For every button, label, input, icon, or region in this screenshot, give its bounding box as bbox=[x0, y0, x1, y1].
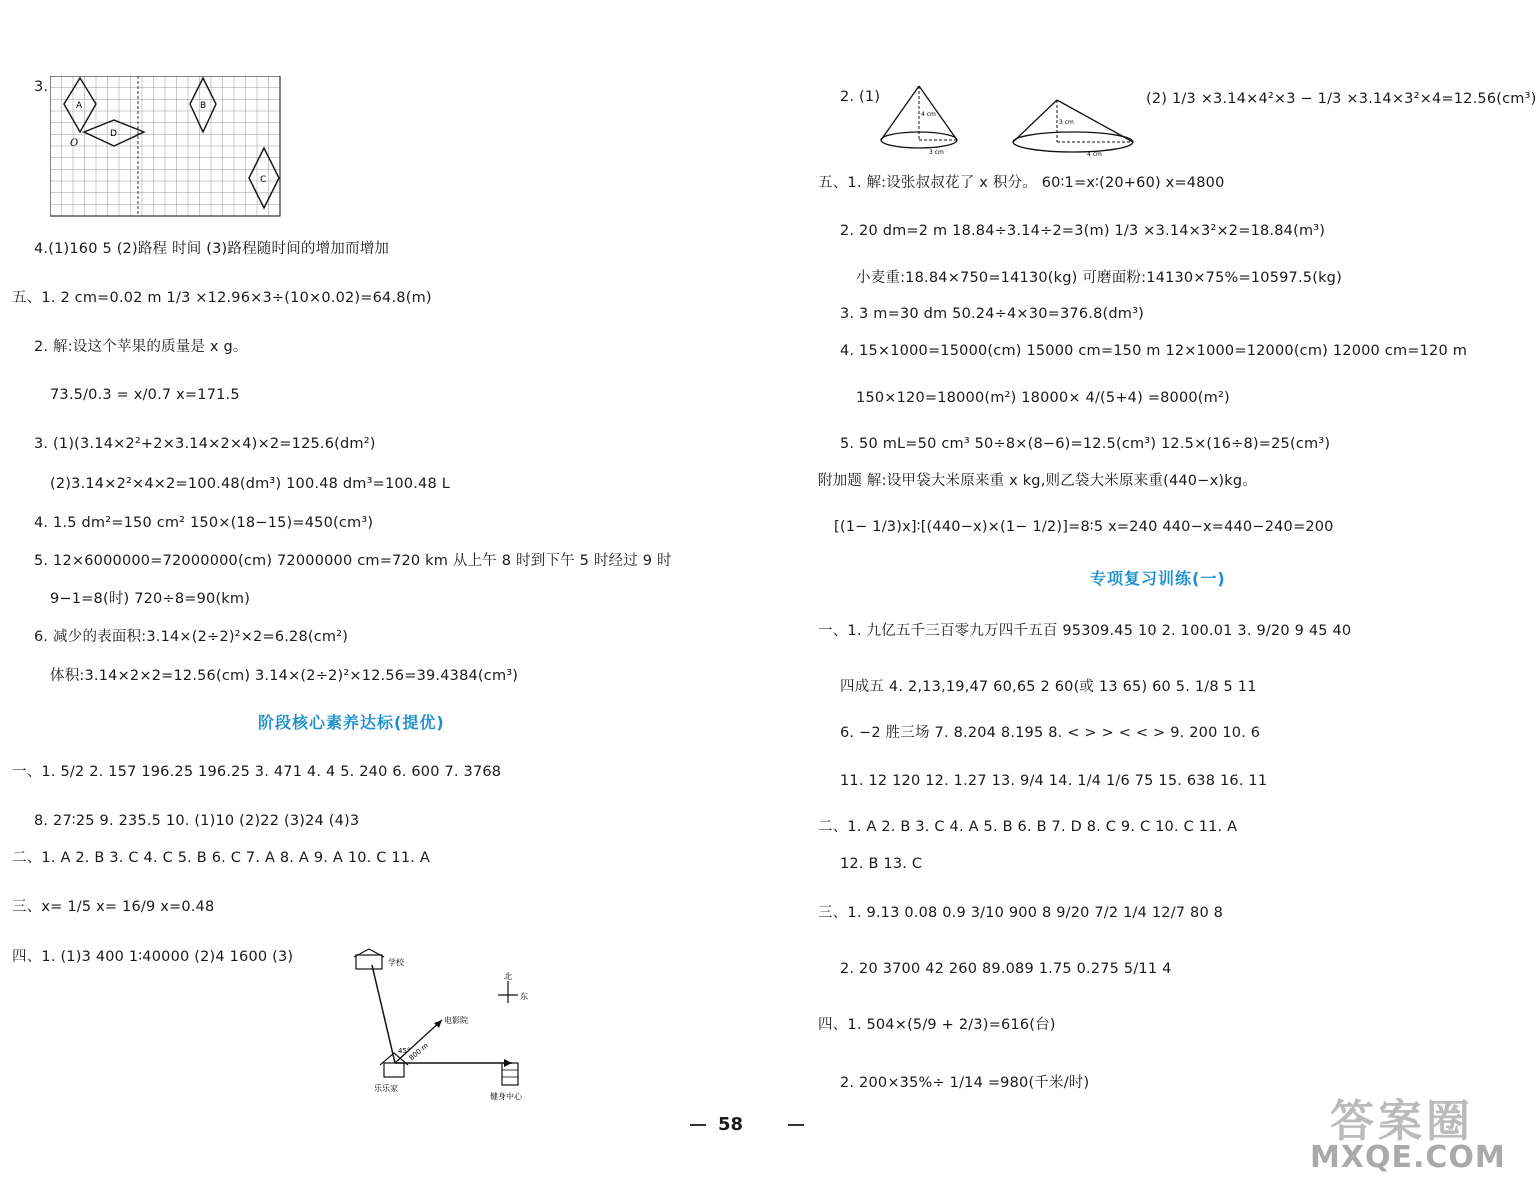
gym-label: 健身中心 bbox=[490, 1092, 522, 1101]
label-d: D bbox=[110, 129, 117, 139]
answer-5-2-eq: 73.5/0.3 = x/0.7 x=171.5 bbox=[50, 387, 240, 403]
answer-r-4-1: 四、1. 504×(5/9 + 2/3)=616(台) bbox=[818, 1017, 1056, 1033]
cone1-radius: 3 cm bbox=[929, 149, 944, 156]
answer-5-5b: 9−1=8(时) 720÷8=90(km) bbox=[50, 591, 251, 607]
section-title-1: 阶段核心素养达标(提优) bbox=[258, 713, 445, 732]
answer-r-5-4b: 150×120=18000(m²) 18000× 4/(5+4) =8000(m²) bbox=[856, 390, 1230, 406]
page-dash-right bbox=[788, 1124, 804, 1126]
cone2-height: 3 cm bbox=[1059, 119, 1074, 126]
right-column bbox=[790, 0, 1536, 1184]
answer-5-3a: 3. (1)(3.14×2²+2×3.14×2×4)×2=125.6(dm²) bbox=[34, 436, 376, 452]
cone2-radius: 4 cm bbox=[1087, 151, 1102, 158]
east-label: 东 bbox=[520, 992, 528, 1001]
answer-bonus-a: 附加题 解:设甲袋大米原来重 x kg,则乙袋大米原来重(440−x)kg。 bbox=[818, 473, 1257, 489]
grid-figure bbox=[50, 76, 282, 218]
answer-r-5-3: 3. 3 m=30 dm 50.24÷4×30=376.8(dm³) bbox=[840, 306, 1144, 322]
school-label: 学校 bbox=[388, 958, 404, 967]
answer-r-1-row2: 四成五 4. 2,13,19,47 60,65 2 60(或 13 65) 60 5. 1/8 5 11 bbox=[840, 679, 1257, 695]
watermark-logo: 答案圈 bbox=[1330, 1096, 1474, 1147]
cone-2 bbox=[1013, 100, 1133, 158]
answer-5-4: 4. 1.5 dm²=150 cm² 150×(18−15)=450(cm³) bbox=[34, 515, 374, 531]
label-o: O bbox=[70, 138, 79, 149]
answer-1-row1: 一、1. 5/2 2. 157 196.25 196.25 3. 471 4. 4 5. 240 6. 600 7. 3768 bbox=[12, 764, 502, 780]
label-c: C bbox=[260, 175, 267, 185]
answer-1-row2: 8. 27∶25 9. 235.5 10. (1)10 (2)22 (3)24 (4)3 bbox=[34, 813, 360, 829]
answer-r-4-2: 2. 200×35%÷ 1/14 =980(千米/时) bbox=[840, 1075, 1090, 1091]
cone-figures bbox=[875, 82, 1145, 158]
answer-4: 4.(1)160 5 (2)路程 时间 (3)路程随时间的增加而增加 bbox=[34, 241, 390, 257]
answer-5-6a: 6. 减少的表面积:3.14×(2÷2)²×2=6.28(cm²) bbox=[34, 629, 349, 645]
page-number: 58 bbox=[718, 1114, 744, 1135]
label-a: A bbox=[76, 101, 83, 111]
answer-bonus-b: [(1− 1/3)x]∶[(440−x)×(1− 1/2)]=8∶5 x=240 440−x=440−240=200 bbox=[834, 519, 1334, 535]
answer-5-3b: (2)3.14×2²×4×2=100.48(dm³) 100.48 dm³=100.48 L bbox=[50, 476, 450, 492]
answer-r-5-5: 5. 50 mL=50 cm³ 50÷8×(8−6)=12.5(cm³) 12.5×(16÷8)=25(cm³) bbox=[840, 436, 1331, 452]
answer-5-1: 五、1. 2 cm=0.02 m 1/3 ×12.96×3÷(10×0.02)=64.8(m) bbox=[12, 290, 432, 306]
answer-r-1-row4: 11. 12 120 12. 1.27 13. 9/4 14. 1/4 1/6 75 15. 638 16. 11 bbox=[840, 773, 1268, 789]
left-column bbox=[0, 0, 740, 1184]
answer-r-3-2: 2. 20 3700 42 260 89.089 1.75 0.275 5/11 4 bbox=[840, 961, 1172, 977]
north-label: 北 bbox=[504, 972, 512, 981]
answer-r-2-1: 2. (1) bbox=[840, 89, 881, 105]
answer-5-6b: 体积:3.14×2×2=12.56(cm) 3.14×(2÷2)²×12.56=39.4384(cm³) bbox=[50, 668, 519, 684]
distance-label: 800 m bbox=[407, 1041, 430, 1063]
watermark-site: MXQE.COM bbox=[1310, 1140, 1506, 1175]
map-figure bbox=[350, 945, 590, 1105]
section-title-2: 专项复习训练(一) bbox=[1090, 569, 1226, 588]
answer-r-1-row3: 6. −2 胜三场 7. 8.204 8.195 8. < > > < < > 9. 200 10. 6 bbox=[840, 725, 1261, 741]
answer-5-5a: 5. 12×6000000=72000000(cm) 72000000 cm=720 km 从上午 8 时到下午 5 时经过 9 时 bbox=[34, 553, 672, 569]
answer-r-5-2a: 2. 20 dm=2 m 18.84÷3.14÷2=3(m) 1/3 ×3.14×3²×2=18.84(m³) bbox=[840, 223, 1326, 239]
cinema-label: 电影院 bbox=[444, 1016, 468, 1025]
answer-2: 二、1. A 2. B 3. C 4. C 5. B 6. C 7. A 8. A 9. A 10. C 11. A bbox=[12, 850, 431, 866]
answer-r-2-row2: 12. B 13. C bbox=[840, 856, 923, 872]
answer-r-5-4a: 4. 15×1000=15000(cm) 15000 cm=150 m 12×1000=12000(cm) 12000 cm=120 m bbox=[840, 343, 1468, 359]
label-b: B bbox=[200, 101, 207, 111]
answer-r-5-2b: 小麦重:18.84×750=14130(kg) 可磨面粉:14130×75%=10597.5(kg) bbox=[856, 270, 1342, 286]
answer-5-2: 2. 解:设这个苹果的质量是 x g。 bbox=[34, 339, 248, 355]
answer-r-1-row1: 一、1. 九亿五千三百零九万四千五百 95309.45 10 2. 100.01 3. 9/20 9 45 40 bbox=[818, 623, 1352, 639]
answer-4-1: 四、1. (1)3 400 1∶40000 (2)4 1600 (3) bbox=[12, 949, 294, 965]
cone1-height: 4 cm bbox=[921, 111, 936, 118]
cone-1 bbox=[881, 86, 957, 156]
answer-r-2-2: (2) 1/3 ×3.14×4²×3 − 1/3 ×3.14×3²×4=12.56(cm³) bbox=[1146, 91, 1536, 107]
answer-r-2-row1: 二、1. A 2. B 3. C 4. A 5. B 6. B 7. D 8. C 9. C 10. C 11. A bbox=[818, 819, 1238, 835]
answer-3: 三、x= 1/5 x= 16/9 x=0.48 bbox=[12, 899, 215, 915]
home-label: 乐乐家 bbox=[374, 1084, 398, 1093]
angle-label: 45° bbox=[398, 1047, 411, 1055]
home-icon bbox=[384, 1063, 404, 1077]
item-3-label: 3. bbox=[34, 79, 49, 95]
answer-r-3-1: 三、1. 9.13 0.08 0.9 3/10 900 8 9/20 7/2 1/4 12/7 80 8 bbox=[818, 905, 1224, 921]
answer-r-5-1: 五、1. 解:设张叔叔花了 x 积分。 60∶1=x∶(20+60) x=4800 bbox=[818, 175, 1225, 191]
school-icon bbox=[356, 955, 382, 969]
page-dash-left bbox=[690, 1124, 706, 1126]
